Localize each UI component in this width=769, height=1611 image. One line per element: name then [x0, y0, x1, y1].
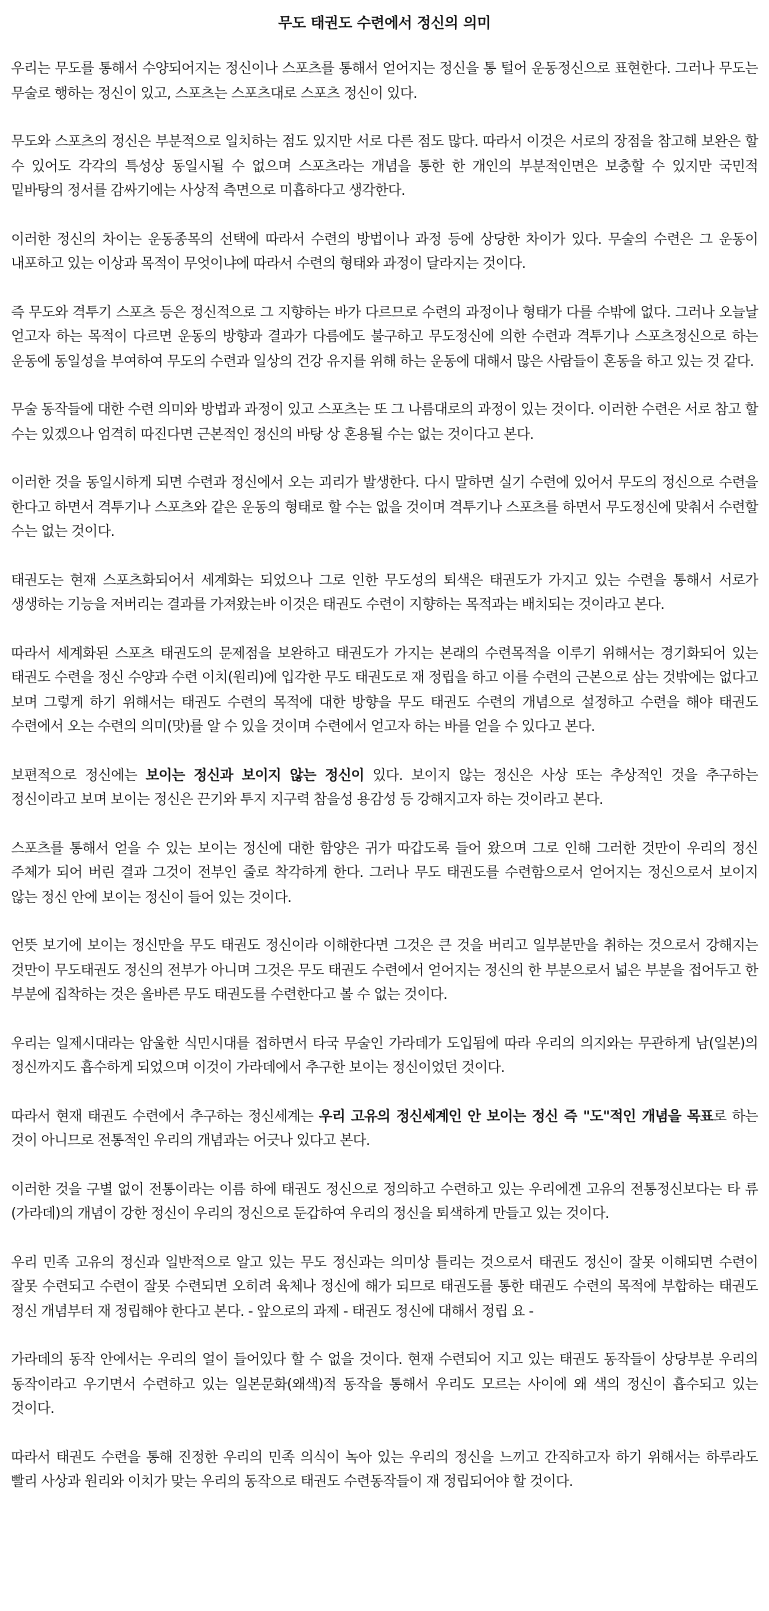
paragraph [11, 1178, 758, 1227]
paragraph [11, 1446, 758, 1495]
paragraph-text: 로 하는 것이 아니므로 전통적인 우리의 개념과는 어긋나 있다고 본다. [11, 1108, 758, 1149]
paragraph-text: 우리는 무도를 통해서 수양되어지는 정신이나 스포츠를 통해서 얻어지는 정신을 통 털어 운동정신으로 표현한다. 그러나 무도는 무술로 행하는 정신이 있고, 스포츠는 스포츠대로 스포츠 정신이 있다. [11, 61, 758, 102]
paragraph-text: 따라서 태권도 수련을 통해 진정한 우리의 민족 의식이 녹아 있는 우리의 정신을 느끼고 간직하고자 하기 위해서는 하루라도 빨리 사상과 원리와 이치가 맞는 우리의 동작으로 태권도 수련동작들이 재 정립되어야 할 것이다. [11, 1449, 758, 1490]
paragraph-text: 스포츠를 통해서 얻을 수 있는 보이는 정신에 대한 함양은 귀가 따갑도록 들어 왔으며 그로 인해 그러한 것만이 우리의 정신 주체가 되어 버린 결과 그것이 전부인 줄로 착각하게 한다. 그러나 무도 태권도를 수련함으로서 얻어지는 정신으로서 보이지 않는 정신 안에 보이는 정신이 들어 있는 것이다. [11, 840, 758, 906]
emphasis-text: 보이는 정신과 보이지 않는 정신이 [145, 767, 365, 784]
paragraph [11, 1251, 758, 1325]
paragraph-text: 이러한 것을 동일시하게 되면 수련과 정신에서 오는 괴리가 발생한다. 다시 말하면 실기 수련에 있어서 무도의 정신으로 수련을 한다고 하면서 격투기나 스포츠와 같은 운동의 형태로 할 수는 없을 것이며 격투기나 스포츠를 하면서 무도정신에 맞춰서 수련할 수는 없는 것이다. [11, 475, 758, 540]
paragraph-text: 태권도는 현재 스포츠화되어서 세계화는 되었으나 그로 인한 무도성의 퇴색은 태권도가 가지고 있는 수련을 통해서 서로가 생생하는 기능을 저버리는 결과를 가져왔는바 이것은 태권도 수련이 지향하는 목적과는 배치되는 것이라고 본다. [11, 572, 758, 613]
emphasis-text: 우리 고유의 정신세계인 안 보이는 정신 즉 "도"적인 개념을 목표 [318, 1108, 714, 1125]
paragraph-text: 무술 동작들에 대한 수련 의미와 방법과 과정이 있고 스포츠는 또 그 나름대로의 과정이 있는 것이다. 이러한 수련은 서로 참고 할 수는 있겠으나 엄격히 따진다면 근본적인 정신의 바탕 상 혼용될 수는 없는 것이다고 본다. [11, 402, 758, 443]
paragraph [11, 837, 758, 911]
paragraph-text: 우리 민족 고유의 정신과 일반적으로 알고 있는 무도 정신과는 의미상 틀리는 것으로서 태권도 정신이 잘못 이해되면 수련이 잘못 수련되고 수련이 잘못 수련되면 오히려 육체나 정신에 해가 되므로 태권도를 통한 태권도 수련의 목적에 부합하는 태권도 정신 개념부터 재 정립해야 한다고 본다. - 앞으로의 과제 - 태권도 정신에 대해서 정립 요 - [11, 1254, 758, 1320]
paragraph [11, 1105, 758, 1154]
paragraph-text: 즉 무도와 격투기 스포츠 등은 정신적으로 그 지향하는 바가 다르므로 수련의 과정이나 형태가 다를 수밖에 없다. 그러나 오늘날 얻고자 하는 목적이 다르면 운동의 방향과 결과가 다름에도 불구하고 무도정신에 의한 수련과 격투기나 스포츠정신으로 하는 운동에 동일성을 부여하여 무도의 수련과 일상의 건강 유지를 위해 하는 운동에 대해서 많은 사람들이 혼동을 하고 있는 것 같다. [11, 304, 758, 370]
document-body [11, 57, 758, 1495]
paragraph-text: 있다. 보이지 않는 정신은 사상 또는 추상적인 것을 추구하는 정신이라고 보며 보이는 정신은 끈기와 투지 지구력 참을성 용감성 등 강해지고자 하는 것이라고 본다. [11, 767, 759, 808]
document-title: 무도 태권도 수련에서 정신의 의미 [278, 16, 491, 32]
paragraph [11, 1032, 758, 1081]
paragraph-text: 가라데의 동작 안에서는 우리의 얼이 들어있다 할 수 없을 것이다. 현재 수련되어 지고 있는 태권도 동작들이 상당부분 우리의 동작이라고 우기면서 수련하고 있는 일본문화(왜색)적 동작을 통해서 우리도 모르는 사이에 왜 색의 정신이 흡수되고 있는 것이다. [11, 1352, 758, 1417]
paragraph [11, 569, 758, 618]
paragraph [11, 228, 758, 277]
paragraph-text: 무도와 스포츠의 정신은 부분적으로 일치하는 점도 있지만 서로 다른 점도 많다. 따라서 이것은 서로의 장점을 참고해 보완은 할 수 있어도 각각의 특성상 동일시될 수 없으며 스포츠라는 개념을 통한 한 개인의 부분적인면은 보충할 수 있지만 국민적 밑바탕의 정서를 감싸기에는 사상적 측면으로 미흡하다고 생각한다. [11, 134, 758, 199]
paragraph-text: 보편적으로 정신에는 [11, 767, 146, 784]
paragraph [11, 57, 758, 106]
paragraph-text: 따라서 현재 태권도 수련에서 추구하는 정신세계는 [11, 1108, 319, 1125]
paragraph-text: 따라서 세계화된 스포츠 태권도의 문제점을 보완하고 태권도가 가지는 본래의 수련목적을 이루기 위해서는 경기화되어 있는 태권도 수련을 정신 수양과 수련 이치(원리)에 입각한 무도 태권도로 재 정립을 하고 이를 수련의 근본으로 삼는 것밖에는 없다고 보며 그렇게 하기 위해서는 태권도 수련의 목적에 대한 방향을 무도 태권도 수련의 개념으로 설정하고 수련을 해야 태권도 수련에서 오는 수련의 의미(맛)를 알 수 있을 것이며 수련에서 얻고자 하는 바를 얻을 수 있다고 본다. [11, 645, 758, 735]
paragraph [11, 1348, 758, 1422]
paragraph [11, 471, 758, 545]
paragraph-text: 이러한 것을 구별 없이 전통이라는 이름 하에 태권도 정신으로 정의하고 수련하고 있는 우리에겐 고유의 전통정신보다는 타 류(가라데)의 개념이 강한 정신이 우리의 정신으로 둔갑하여 우리의 정신을 퇴색하게 만들고 있는 것이다. [11, 1181, 758, 1222]
paragraph [11, 934, 758, 1008]
paragraph [11, 130, 758, 204]
paragraph [11, 764, 758, 813]
paragraph-text: 이러한 정신의 차이는 운동종목의 선택에 따라서 수련의 방법이나 과정 등에 상당한 차이가 있다. 무술의 수련은 그 운동이 내포하고 있는 이상과 목적이 무엇이냐에 따라서 수련의 형태와 과정이 달라지는 것이다. [11, 231, 758, 272]
paragraph [11, 301, 758, 375]
paragraph [11, 642, 758, 740]
paragraph [11, 398, 758, 447]
paragraph-text: 우리는 일제시대라는 암울한 식민시대를 접하면서 타국 무술인 가라데가 도입됨에 따라 우리의 의지와는 무관하게 남(일본)의 정신까지도 흡수하게 되었으며 이것이 가라데에서 추구한 보이는 정신이었던 것이다. [11, 1035, 758, 1076]
paragraph-text: 언뜻 보기에 보이는 정신만을 무도 태권도 정신이라 이해한다면 그것은 큰 것을 버리고 일부분만을 취하는 것으로서 강해지는 것만이 무도태권도 정신의 전부가 아니며 그것은 무도 태권도 수련에서 얻어지는 정신의 한 부분으로서 넓은 부분을 접어두고 한 부분에 집착하는 것은 올바른 무도 태권도를 수련한다고 볼 수 없는 것이다. [11, 938, 758, 1003]
